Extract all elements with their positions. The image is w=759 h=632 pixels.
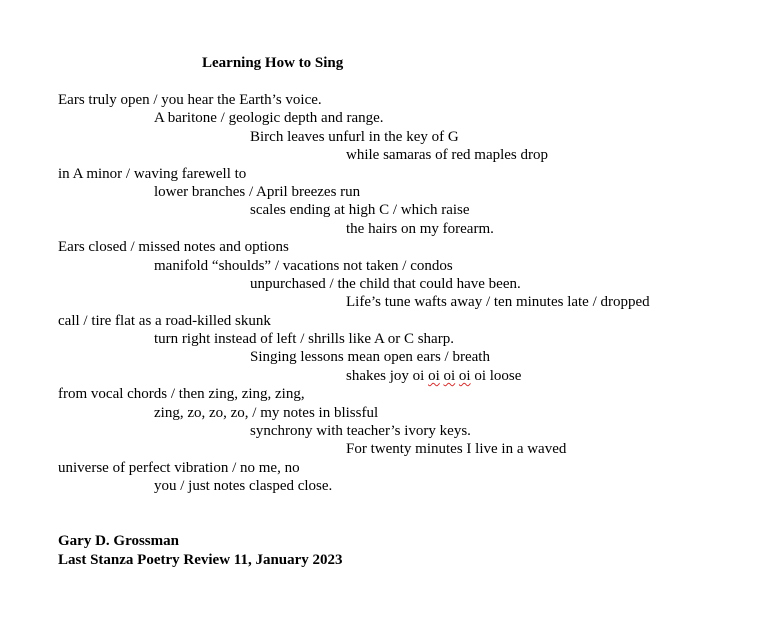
poem-line: from vocal chords / then zing, zing, zing, — [58, 386, 305, 403]
publication-credit: Last Stanza Poetry Review 11, January 2023 — [58, 551, 343, 568]
byline — [58, 532, 343, 569]
poem-line: unpurchased / the child that could have been. — [250, 275, 521, 292]
author-name: Gary D. Grossman — [58, 533, 179, 549]
poem-line: Ears truly open / you hear the Earth’s voice. — [58, 92, 322, 108]
poem-line-text: shakes joy oi — [346, 367, 429, 384]
poem-line: the hairs on my forearm. — [346, 220, 494, 237]
poem-line: Life’s tune wafts away / ten minutes late / dropped — [346, 294, 650, 311]
spellcheck-marked-word[interactable]: oi — [458, 367, 471, 384]
poem-line: universe of perfect vibration / no me, no — [58, 459, 300, 476]
poem-body — [58, 91, 748, 496]
poem-line: Singing lessons mean open ears / breath — [250, 349, 490, 366]
poem-line: manifold “shoulds” / vacations not taken / condos — [154, 257, 453, 274]
poem-title: Learning How to Sing — [202, 55, 344, 71]
poem-line: while samaras of red maples drop — [346, 147, 549, 164]
poem-line: synchrony with teacher’s ivory keys. — [250, 423, 471, 440]
poem-line-spellcheck — [58, 367, 748, 385]
poem-line: For twenty minutes I live in a waved — [346, 441, 567, 458]
poem-line: call / tire flat as a road-killed skunk — [58, 312, 271, 329]
poem-line: turn right instead of left / shrills like A or C sharp. — [154, 331, 454, 348]
poem-line-text: oi loose — [470, 367, 522, 384]
poem-line: A baritone / geologic depth and range. — [154, 110, 384, 127]
spellcheck-marked-word[interactable]: oi — [428, 367, 440, 384]
poem-line: in A minor / waving farewell to — [58, 165, 247, 182]
poem-line: lower branches / April breezes run — [154, 183, 361, 200]
poem-line: scales ending at high C / which raise — [250, 202, 470, 219]
poem-line: Birch leaves unfurl in the key of G — [250, 128, 459, 145]
poem-line: zing, zo, zo, zo, / my notes in blissful — [154, 404, 379, 421]
spellcheck-marked-word[interactable]: oi — [443, 367, 456, 384]
poem-line: Ears closed / missed notes and options — [58, 239, 289, 256]
poem-line: you / just notes clasped close. — [154, 478, 333, 495]
